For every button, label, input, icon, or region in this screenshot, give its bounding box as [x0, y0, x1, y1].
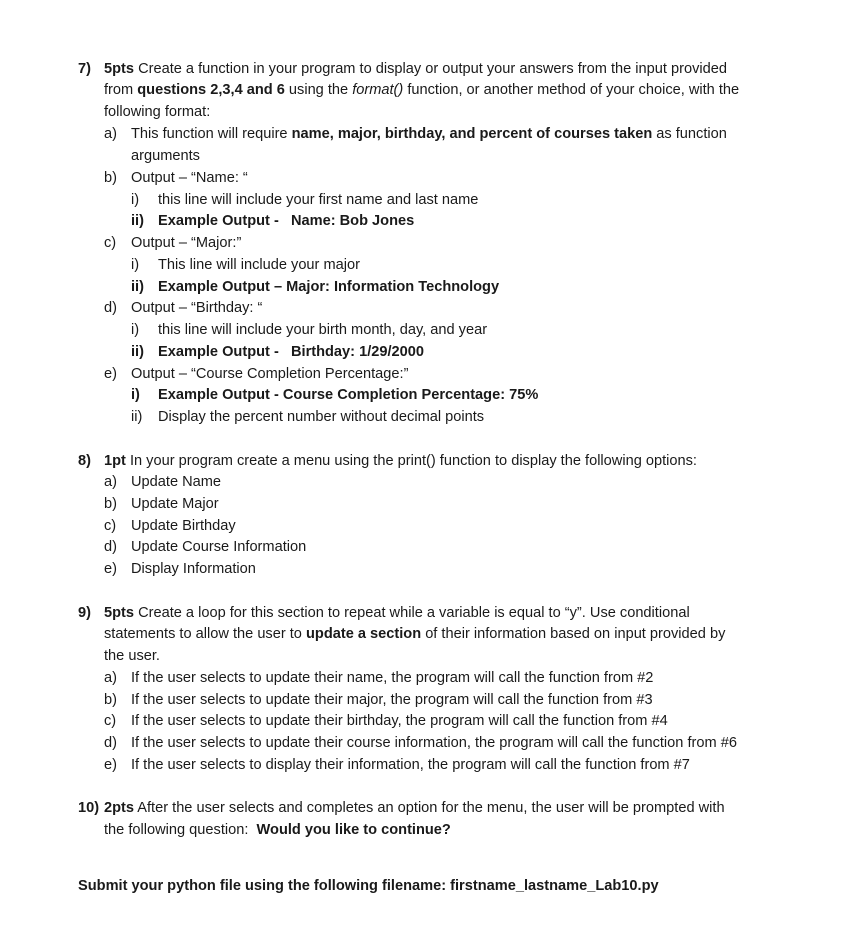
q9-item-text: If the user selects to update their course information, the program will call the function from #6 [131, 735, 737, 751]
q7-line-2-a: from [104, 82, 138, 98]
q7-a-line-2: arguments [131, 148, 200, 164]
q9-line-1 [104, 604, 690, 622]
q8-line-1 [104, 452, 697, 470]
q9-item-text: If the user selects to display their information, the program will call the function from #7 [131, 757, 690, 773]
q7-d-ii-label: ii) [131, 344, 144, 360]
q7-d-i-text: this line will include your birth month, day, and year [158, 322, 488, 338]
q7-a-t1-b: as function [652, 126, 727, 142]
q10-number: 10) [78, 800, 100, 816]
q8-item-update-major: Update Major [131, 496, 219, 512]
q7-c-i-text: This line will include your major [158, 257, 360, 273]
q7-d-label: d) [104, 300, 117, 316]
q7-c-i-label: i) [131, 257, 140, 273]
q7-a-label: a) [104, 126, 117, 142]
q7-line-2-italic: format() [352, 82, 404, 98]
q7-line-2-bold: questions 2,3,4 and 6 [137, 82, 285, 98]
q8-item-update-name: Update Name [131, 474, 222, 490]
q7-b-ii-label: ii) [131, 213, 144, 229]
q7-line-1 [104, 60, 727, 78]
q7-b-label: b) [104, 170, 117, 186]
q8-item-label: b) [104, 496, 117, 512]
q7-line-2-c: function, or another method of your choice, with the [403, 82, 740, 98]
q9-item-label: c) [104, 713, 117, 729]
q7-a-t1: This function will require [131, 126, 292, 142]
q7-e-ii-text: Display the percent number without decimal points [158, 409, 485, 425]
q9-line-1-text: Create a loop for this section to repeat while a variable is equal to “y”. Use conditional [134, 605, 690, 621]
q10-line-1-text: After the user selects and completes an option for the menu, the user will be prompted with [134, 800, 725, 816]
q9-line-2 [104, 625, 725, 643]
q7-d-text: Output – “Birthday: “ [131, 300, 263, 316]
q10-line-1 [104, 799, 725, 817]
q9-item-text: If the user selects to update their major, the program will call the function from #3 [131, 692, 653, 708]
q9-item-label: d) [104, 735, 117, 751]
q7-e-i-text: Example Output - Course Completion Percentage: 75% [158, 387, 539, 403]
q8-item-label: d) [104, 539, 117, 555]
q7-b-text: Output – “Name: “ [131, 170, 248, 186]
q9-item-text: If the user selects to update their birthday, the program will call the function from #4 [131, 713, 668, 729]
q8-item-label: a) [104, 474, 117, 490]
q9-item-text: If the user selects to update their name, the program will call the function from #2 [131, 670, 654, 686]
q8-item-update-course: Update Course Information [131, 539, 307, 555]
q7-a-line-1 [131, 125, 727, 143]
q9-line-2-bold: update a section [305, 626, 422, 642]
q9-points: 5pts [104, 605, 135, 621]
q7-b-i-label: i) [131, 192, 140, 208]
q7-e-label: e) [104, 366, 117, 382]
q7-d-i-label: i) [131, 322, 140, 338]
q9-number: 9) [78, 605, 91, 621]
q8-item-label: c) [104, 518, 117, 534]
q9-line-2-a: statements to allow the user to [104, 626, 306, 642]
q7-line-3: following format: [104, 104, 211, 120]
q10-points: 2pts [104, 800, 135, 816]
q8-item-update-birthday: Update Birthday [131, 518, 236, 534]
q7-number: 7) [78, 61, 91, 77]
q7-a-t1-bold: name, major, birthday, and percent of courses taken [291, 126, 653, 142]
q7-e-text: Output – “Course Completion Percentage:” [131, 366, 409, 382]
q7-line-2-b: using the [284, 82, 353, 98]
q7-line-1-text: Create a function in your program to display or output your answers from the input provided [134, 61, 727, 77]
q9-line-2-b: of their information based on input provided by [421, 626, 726, 642]
q7-line-2 [104, 81, 739, 99]
q7-points: 5pts [104, 61, 135, 77]
q7-b-i-text: this line will include your first name and last name [158, 192, 479, 208]
q7-b-ii-text: Example Output - Name: Bob Jones [158, 213, 415, 229]
q9-item-label: b) [104, 692, 117, 708]
q8-item-label: e) [104, 561, 117, 577]
q7-c-ii-label: ii) [131, 279, 144, 295]
q10-line-2 [104, 821, 451, 839]
q8-number: 8) [78, 453, 91, 469]
q7-d-ii-text: Example Output - Birthday: 1/29/2000 [158, 344, 425, 360]
q10-line-2-bold: Would you like to continue? [256, 822, 451, 838]
q8-points: 1pt [104, 453, 126, 469]
q7-c-label: c) [104, 235, 117, 251]
q8-text: In your program create a menu using the print() function to display the following options: [125, 453, 697, 469]
q9-item-label: a) [104, 670, 117, 686]
q9-item-label: e) [104, 757, 117, 773]
q7-c-ii-text: Example Output – Major: Information Technology [158, 279, 500, 295]
q8-item-display-info: Display Information [131, 561, 256, 577]
q10-line-2-a: the following question: [104, 822, 257, 838]
q7-e-i-label: i) [131, 387, 140, 403]
submit-instructions: Submit your python file using the following filename: firstname_lastname_Lab10.py [78, 878, 659, 894]
q7-e-ii-label: ii) [131, 409, 143, 425]
q9-line-3: the user. [104, 648, 160, 664]
q7-c-text: Output – “Major:” [131, 235, 242, 251]
